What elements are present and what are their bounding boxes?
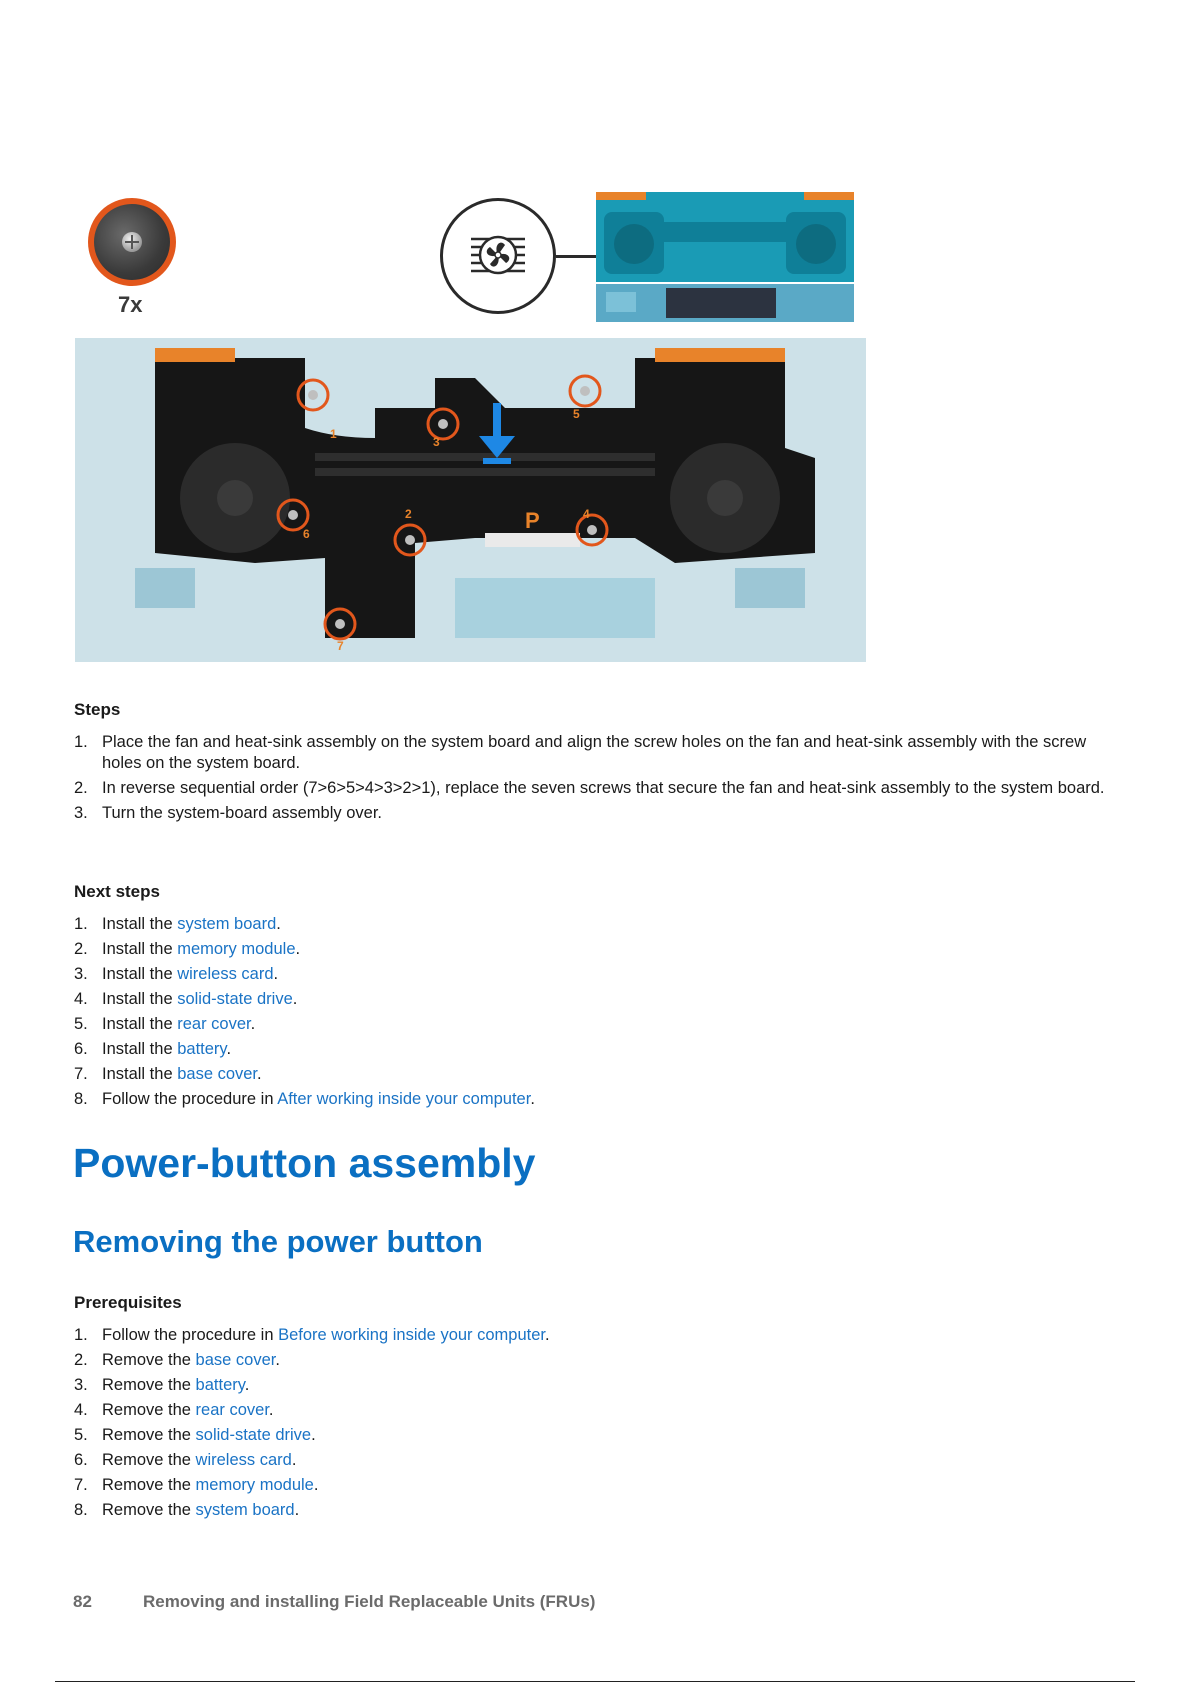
screw-callout-icon xyxy=(88,198,176,286)
list-item: 5. Install the rear cover. xyxy=(74,1015,256,1033)
link-rear-cover[interactable]: rear cover xyxy=(195,1401,269,1419)
steps-list xyxy=(74,732,1114,824)
footer-divider xyxy=(55,1681,1135,1682)
link-memory-module[interactable]: memory module xyxy=(195,1476,314,1494)
link-before-working-inside[interactable]: Before working inside your computer xyxy=(278,1326,545,1344)
chapter-title: Removing and installing Field Replaceable Units (FRUs) xyxy=(143,1592,596,1611)
screw-label-5: 5 xyxy=(573,407,580,421)
link-battery[interactable]: battery xyxy=(195,1376,245,1394)
screw-label-4: 4 xyxy=(583,507,590,521)
link-system-board[interactable]: system board xyxy=(177,915,277,933)
link-memory-module[interactable]: memory module xyxy=(177,940,296,958)
fan-icon xyxy=(443,201,553,311)
list-item: 4. Remove the rear cover. xyxy=(74,1401,274,1419)
link-solid-state-drive[interactable]: solid-state drive xyxy=(195,1426,312,1444)
subsection-title: Removing the power button xyxy=(73,1224,483,1259)
screw-label-1: 1 xyxy=(330,427,337,441)
list-item: 5. Remove the solid-state drive. xyxy=(74,1426,316,1444)
screw-label-3: 3 xyxy=(433,435,440,449)
list-item: 2. Remove the base cover. xyxy=(74,1351,280,1369)
link-battery[interactable]: battery xyxy=(177,1040,227,1058)
link-system-board[interactable]: system board xyxy=(195,1501,295,1519)
link-wireless-card[interactable]: wireless card xyxy=(195,1451,292,1469)
page-number: 82 xyxy=(73,1592,92,1611)
screw-count: 7x xyxy=(118,292,143,317)
callout-connector-line xyxy=(556,255,596,258)
list-item: 1. Follow the procedure in Before working inside your computer. xyxy=(74,1326,550,1344)
next-steps-list xyxy=(74,914,1114,1110)
list-item: 4. Install the solid-state drive. xyxy=(74,990,298,1008)
list-item: 1. Install the system board. xyxy=(74,915,281,933)
list-item: 1. Place the fan and heat-sink assembly on the system board and align the screw holes on the fan and heat-sink assembly with the screw holes on the system board. xyxy=(74,733,1087,772)
prerequisites-heading: Prerequisites xyxy=(74,1293,182,1312)
link-solid-state-drive[interactable]: solid-state drive xyxy=(177,990,293,1008)
heat-sink-installation-image xyxy=(75,338,866,662)
screw-label-6: 6 xyxy=(303,527,310,541)
page-footer xyxy=(73,1592,595,1612)
link-rear-cover[interactable]: rear cover xyxy=(177,1015,251,1033)
screw-label-7: 7 xyxy=(337,639,344,653)
list-item: 2. Install the memory module. xyxy=(74,940,301,958)
steps-heading: Steps xyxy=(74,700,121,719)
board-p-marking: P xyxy=(525,508,540,533)
list-item: 6. Remove the wireless card. xyxy=(74,1451,297,1469)
screw-label-2: 2 xyxy=(405,507,412,521)
list-item: 2. In reverse sequential order (7>6>5>4>3>2>1), replace the seven screws that secure the fan and heat-sink assembly to the system board. xyxy=(74,779,1105,797)
section-title: Power-button assembly xyxy=(73,1140,536,1186)
link-base-cover[interactable]: base cover xyxy=(195,1351,276,1369)
prerequisites-list xyxy=(74,1325,1114,1521)
list-item: 7. Install the base cover. xyxy=(74,1065,262,1083)
fan-icon-circle xyxy=(440,198,556,314)
system-board-thumbnail xyxy=(596,192,854,322)
list-item: 7. Remove the memory module. xyxy=(74,1476,319,1494)
next-steps-heading: Next steps xyxy=(74,882,160,901)
link-base-cover[interactable]: base cover xyxy=(177,1065,258,1083)
list-item: 3. Turn the system-board assembly over. xyxy=(74,804,383,822)
link-wireless-card[interactable]: wireless card xyxy=(177,965,274,983)
list-item: 6. Install the battery. xyxy=(74,1040,232,1058)
list-item: 3. Remove the battery. xyxy=(74,1376,250,1394)
list-item: 8. Follow the procedure in After working inside your computer. xyxy=(74,1090,535,1108)
list-item: 8. Remove the system board. xyxy=(74,1501,300,1519)
link-after-working-inside[interactable]: After working inside your computer xyxy=(277,1090,531,1108)
list-item: 3. Install the wireless card. xyxy=(74,965,279,983)
